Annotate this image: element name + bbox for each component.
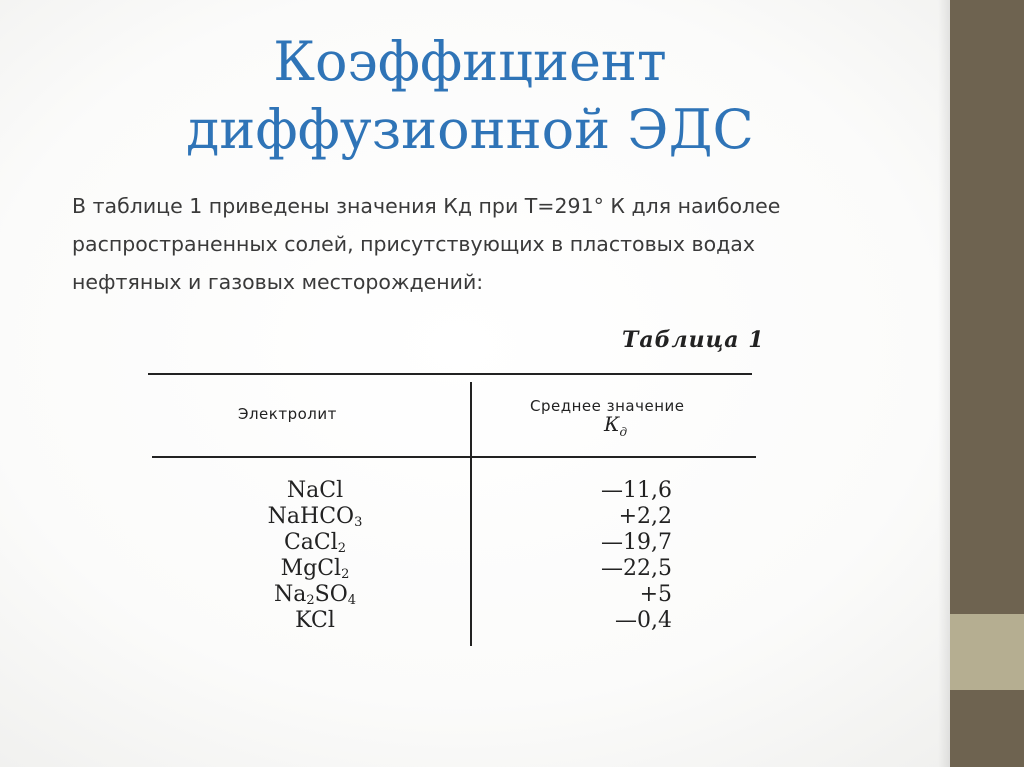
slide-title-line-2: диффузионной ЭДС	[186, 98, 754, 161]
electrolyte-formula	[230, 582, 400, 608]
kd-value: +5	[639, 582, 672, 607]
formula-text: NaHCO	[267, 504, 355, 529]
electrolyte-formula	[230, 530, 400, 556]
formula-text: NaCl	[286, 478, 344, 503]
formula-text: CaCl	[283, 530, 338, 555]
kd-value: +2,2	[618, 504, 672, 529]
formula-subscript: 2	[337, 541, 347, 556]
electrolyte-formula	[230, 556, 400, 582]
slide-title-line-1: Коэффициент	[273, 30, 667, 93]
formula-text: Na	[273, 582, 307, 607]
kd-value: —11,6	[601, 478, 672, 503]
table-top-rule	[148, 373, 752, 375]
kd-symbol-letter: К	[604, 412, 620, 436]
formula-subscript: 3	[354, 515, 363, 530]
kd-value: —0,4	[615, 608, 672, 633]
kd-symbol-subscript: д	[619, 425, 628, 439]
electrolyte-formula	[230, 504, 400, 530]
electrolyte-column	[230, 478, 400, 634]
electrolyte-formula	[230, 608, 400, 634]
formula-subscript: 4	[347, 593, 357, 608]
formula-text: KCl	[295, 608, 335, 633]
formula-subscript: 2	[341, 567, 350, 582]
table-caption: Таблица 1	[622, 327, 765, 353]
slide-body-text: В таблице 1 приведены значения Кд при T=291° К для наиболее распространенных солей, присутствующих в пластовых водах нефтяных и газовых месторождений:	[72, 194, 781, 294]
slide-edge-shadow	[938, 0, 950, 767]
slide-title	[120, 28, 820, 164]
formula-subscript: 2	[306, 593, 315, 608]
table-header-rule	[152, 456, 756, 458]
kd-value: —19,7	[601, 530, 672, 555]
table-header-average-value: Среднее значение	[530, 397, 685, 415]
electrolyte-formula	[230, 478, 400, 504]
formula-text: SO	[314, 582, 348, 607]
kd-value: —22,5	[601, 556, 672, 581]
formula-text: MgCl	[280, 556, 342, 581]
table-column-divider	[470, 382, 472, 646]
table-header-kd-symbol	[604, 412, 627, 439]
decorative-sidebar-band	[950, 614, 1024, 690]
table-header-electrolyte: Электролит	[238, 405, 337, 423]
value-column	[560, 478, 672, 634]
